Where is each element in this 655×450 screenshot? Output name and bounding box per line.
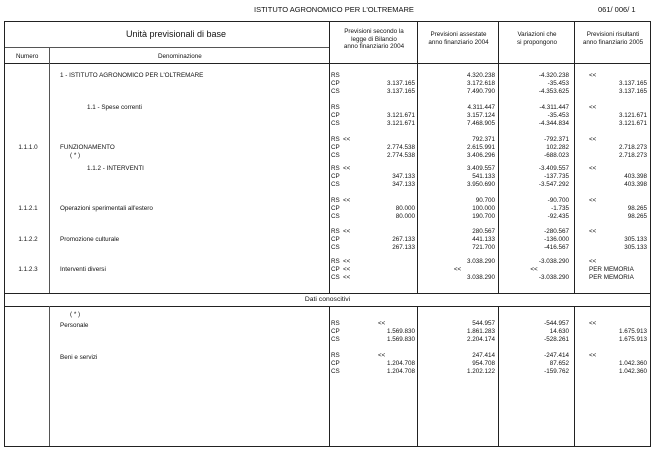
row-prev-assestate: 280.567 xyxy=(472,228,495,235)
row-variazioni: -4.344.834 xyxy=(538,120,569,127)
row-prev-bilancio: 3.137.165 xyxy=(386,88,415,95)
dati-prev-assestate: 954.708 xyxy=(472,360,495,367)
dati-prev-bilancio: 1.569.830 xyxy=(386,328,415,335)
dati-title: Dati conoscitivi xyxy=(304,296,351,303)
row-numero: 1.1.1.0 xyxy=(18,144,38,151)
row-denominazione: FUNZIONAMENTO xyxy=(60,144,115,151)
dati-prev-bilancio: << xyxy=(378,352,386,359)
row-variazioni: -35.453 xyxy=(547,112,569,119)
row-variazioni: -4.311.447 xyxy=(539,104,569,111)
row-prev-risultanti: 403.398 xyxy=(624,181,647,188)
page-title: ISTITUTO AGRONOMICO PER L'OLTREMARE xyxy=(254,5,414,14)
row-prev-risultanti: << xyxy=(589,104,597,111)
row-prev-bilancio: << xyxy=(343,274,351,281)
row-prev-risultanti: 403.398 xyxy=(624,173,647,180)
row-variazioni: -280.567 xyxy=(544,228,569,235)
dati-prev-assestate: 1.861.283 xyxy=(466,328,495,335)
row-type-label: RS xyxy=(331,165,340,172)
row-variazioni: -792.371 xyxy=(544,136,569,143)
row-prev-risultanti: 3.121.671 xyxy=(618,112,647,119)
col-header-denominazione: Denominazione xyxy=(158,53,202,60)
row-prev-risultanti: << xyxy=(589,72,597,79)
dati-type-label: CP xyxy=(331,360,340,367)
row-note-marker: ( * ) xyxy=(70,152,81,159)
dati-prev-assestate: 544.957 xyxy=(472,320,495,327)
row-prev-risultanti: 3.137.165 xyxy=(618,88,647,95)
row-type-label: RS xyxy=(331,104,340,111)
row-denominazione: Operazioni sperimentali all'estero xyxy=(60,205,153,212)
row-prev-bilancio: 347.133 xyxy=(392,181,415,188)
numero-divider xyxy=(49,47,50,293)
row-prev-assestate: 3.950.690 xyxy=(466,181,495,188)
row-type-label: CP xyxy=(331,266,340,273)
row-prev-assestate: 3.038.290 xyxy=(466,274,495,281)
row-type-label: CP xyxy=(331,173,340,180)
row-prev-risultanti: << xyxy=(589,228,597,235)
row-type-label: RS xyxy=(331,197,340,204)
row-prev-assestate: 90.700 xyxy=(475,197,495,204)
dati-variazioni: -544.957 xyxy=(544,320,569,327)
row-prev-risultanti: << xyxy=(589,165,597,172)
dati-prev-assestate: 247.414 xyxy=(472,352,495,359)
row-variazioni: -137.735 xyxy=(544,173,569,180)
row-variazioni: -136.000 xyxy=(544,236,569,243)
row-type-label: RS xyxy=(331,72,340,79)
dati-type-label: CS xyxy=(331,368,340,375)
row-prev-assestate: 4.311.447 xyxy=(467,104,495,111)
row-numero: 1.1.2.2 xyxy=(18,236,38,243)
row-variazioni: -3.038.290 xyxy=(538,274,569,281)
row-variazioni: -688.023 xyxy=(544,152,569,159)
numero-divider-dati xyxy=(49,306,50,446)
row-type-label: CS xyxy=(331,213,340,220)
unit-title: Unità previsionali di base xyxy=(126,29,227,39)
dati-variazioni: -528.261 xyxy=(544,336,569,343)
dati-variazioni: -247.414 xyxy=(544,352,569,359)
dati-prev-bilancio: 1.204.708 xyxy=(386,360,415,367)
row-variazioni: << xyxy=(530,266,538,273)
col-divider-4-dati xyxy=(574,306,575,446)
row-type-label: CS xyxy=(331,244,340,251)
dati-variazioni: 87.652 xyxy=(549,360,569,367)
row-prev-bilancio: << xyxy=(343,197,351,204)
row-prev-assestate: 541.133 xyxy=(472,173,495,180)
row-denominazione: 1 - ISTITUTO AGRONOMICO PER L'OLTREMARE xyxy=(60,72,204,79)
dati-prev-risultanti: 1.042.360 xyxy=(618,368,647,375)
row-denominazione: 1.1.2 - INTERVENTI xyxy=(87,165,144,172)
row-variazioni: -3.547.292 xyxy=(538,181,569,188)
dati-type-label: CS xyxy=(331,336,340,343)
row-denominazione: 1.1 - Spese correnti xyxy=(87,104,142,111)
dati-denominazione: Beni e servizi xyxy=(60,354,98,361)
dati-prev-bilancio: 1.569.830 xyxy=(386,336,415,343)
row-prev-bilancio: 3.137.165 xyxy=(386,80,415,87)
dati-bottom-border xyxy=(4,306,651,307)
row-prev-assestate: 3.172.618 xyxy=(466,80,495,87)
row-type-label: CP xyxy=(331,112,340,119)
row-prev-bilancio: << xyxy=(343,266,351,273)
row-prev-assestate: 4.320.238 xyxy=(466,72,495,79)
row-prev-bilancio: 3.121.671 xyxy=(386,120,415,127)
row-prev-bilancio: << xyxy=(343,228,351,235)
row-denominazione: Promozione culturale xyxy=(60,236,120,243)
row-prev-bilancio: 267.133 xyxy=(392,236,415,243)
row-type-label: CS xyxy=(331,152,340,159)
row-prev-bilancio: 80.000 xyxy=(395,205,415,212)
row-numero: 1.1.2.3 xyxy=(18,266,38,273)
dati-prev-bilancio: 1.204.708 xyxy=(386,368,415,375)
row-type-label: CS xyxy=(331,274,340,281)
row-prev-risultanti: 98.265 xyxy=(627,213,647,220)
row-type-label: CS xyxy=(331,88,340,95)
row-numero: 1.1.2.1 xyxy=(18,205,38,212)
row-type-label: CP xyxy=(331,205,340,212)
row-prev-risultanti: 2.718.273 xyxy=(618,144,647,151)
row-prev-bilancio: 2.774.538 xyxy=(386,152,415,159)
dati-prev-risultanti: 1.675.913 xyxy=(618,328,647,335)
row-prev-assestate: 3.038.290 xyxy=(466,258,495,265)
row-prev-bilancio: 267.133 xyxy=(392,244,415,251)
dati-prev-risultanti: << xyxy=(589,352,597,359)
page-reference: 061/ 006/ 1 xyxy=(598,5,636,14)
col-header-variazioni: Variazioni che si propongono xyxy=(517,31,557,46)
table-top-border xyxy=(4,21,651,22)
row-prev-assestate: 190.700 xyxy=(472,213,495,220)
row-prev-bilancio: 347.133 xyxy=(392,173,415,180)
dati-prev-risultanti: 1.042.360 xyxy=(618,360,647,367)
row-type-label: CP xyxy=(331,236,340,243)
row-prev-risultanti: 2.718.273 xyxy=(618,152,647,159)
row-prev-assestate: 2.615.991 xyxy=(466,144,495,151)
row-prev-assestate: 441.133 xyxy=(472,236,495,243)
row-denominazione: Interventi diversi xyxy=(60,266,106,273)
row-prev-risultanti: 305.133 xyxy=(624,236,647,243)
row-prev-risultanti: PER MEMORIA xyxy=(589,274,634,281)
row-prev-assestate: 7.490.790 xyxy=(466,88,495,95)
row-prev-risultanti: 3.137.165 xyxy=(618,80,647,87)
col-divider-1 xyxy=(329,21,330,293)
row-variazioni: -35.453 xyxy=(547,80,569,87)
dati-variazioni: -159.762 xyxy=(544,368,569,375)
row-variazioni: -3.409.557 xyxy=(538,165,569,172)
row-variazioni: -4.320.238 xyxy=(538,72,569,79)
row-prev-bilancio: << xyxy=(343,258,351,265)
header-divider xyxy=(4,47,329,48)
dati-prev-risultanti: 1.675.913 xyxy=(618,336,647,343)
row-prev-assestate: << xyxy=(453,266,462,273)
table-bottom-border xyxy=(4,446,651,447)
row-prev-risultanti: << xyxy=(589,258,597,265)
dati-prev-assestate: 2.204.174 xyxy=(466,336,495,343)
row-prev-bilancio: 3.121.671 xyxy=(386,112,415,119)
row-variazioni: -1.735 xyxy=(551,205,569,212)
col-header-prev-bilancio: Previsioni secondo la legge di Bilancio anno finanziario 2004 xyxy=(343,28,405,50)
header-bottom-border xyxy=(4,63,651,64)
row-type-label: RS xyxy=(331,136,340,143)
row-prev-assestate: 721.700 xyxy=(472,244,495,251)
row-variazioni: -4.353.625 xyxy=(538,88,569,95)
row-variazioni: -3.038.290 xyxy=(538,258,569,265)
row-prev-assestate: 3.409.557 xyxy=(466,165,495,172)
row-type-label: CS xyxy=(331,120,340,127)
dati-prev-bilancio: << xyxy=(378,320,386,327)
dati-type-label: RS xyxy=(331,352,340,359)
dati-denominazione: Personale xyxy=(60,322,89,329)
row-variazioni: 102.282 xyxy=(546,144,569,151)
row-type-label: RS xyxy=(331,228,340,235)
row-prev-risultanti: 98.265 xyxy=(627,205,647,212)
row-prev-risultanti: << xyxy=(589,197,597,204)
row-type-label: CS xyxy=(331,181,340,188)
dati-type-label: CP xyxy=(331,328,340,335)
row-prev-risultanti: PER MEMORIA xyxy=(589,266,634,273)
row-prev-assestate: 3.406.296 xyxy=(466,152,495,159)
row-type-label: CP xyxy=(331,80,340,87)
row-prev-risultanti: << xyxy=(589,136,597,143)
dati-top-border xyxy=(4,293,651,294)
row-prev-assestate: 3.157.124 xyxy=(466,112,495,119)
row-type-label: CP xyxy=(331,144,340,151)
row-type-label: RS xyxy=(331,258,340,265)
col-divider-1-dati xyxy=(329,306,330,446)
dati-prev-assestate: 1.202.122 xyxy=(466,368,495,375)
row-prev-bilancio: 2.774.538 xyxy=(386,144,415,151)
col-header-numero: Numero xyxy=(16,53,39,60)
col-header-prev-risultanti: Previsioni risultanti anno finanziario 2005 xyxy=(582,31,644,46)
row-variazioni: -90.700 xyxy=(547,197,569,204)
row-prev-assestate: 792.371 xyxy=(472,136,495,143)
row-prev-bilancio: << xyxy=(343,165,351,172)
col-divider-2 xyxy=(417,21,418,293)
row-prev-bilancio: 80.000 xyxy=(395,213,415,220)
row-prev-assestate: 100.000 xyxy=(472,205,495,212)
dati-note-marker: ( * ) xyxy=(70,311,81,318)
row-prev-risultanti: 305.133 xyxy=(624,244,647,251)
table-left-border xyxy=(4,21,5,446)
row-prev-bilancio: << xyxy=(343,136,351,143)
dati-prev-risultanti: << xyxy=(589,320,597,327)
row-prev-assestate: 7.468.905 xyxy=(466,120,495,127)
table-right-border xyxy=(650,21,651,446)
dati-variazioni: 14.630 xyxy=(549,328,569,335)
col-header-prev-assestate: Previsioni assestate anno finanziario 2004 xyxy=(428,31,489,46)
row-prev-risultanti: 3.121.671 xyxy=(618,120,647,127)
dati-type-label: RS xyxy=(331,320,340,327)
row-variazioni: -92.435 xyxy=(547,213,569,220)
row-variazioni: -416.567 xyxy=(544,244,569,251)
